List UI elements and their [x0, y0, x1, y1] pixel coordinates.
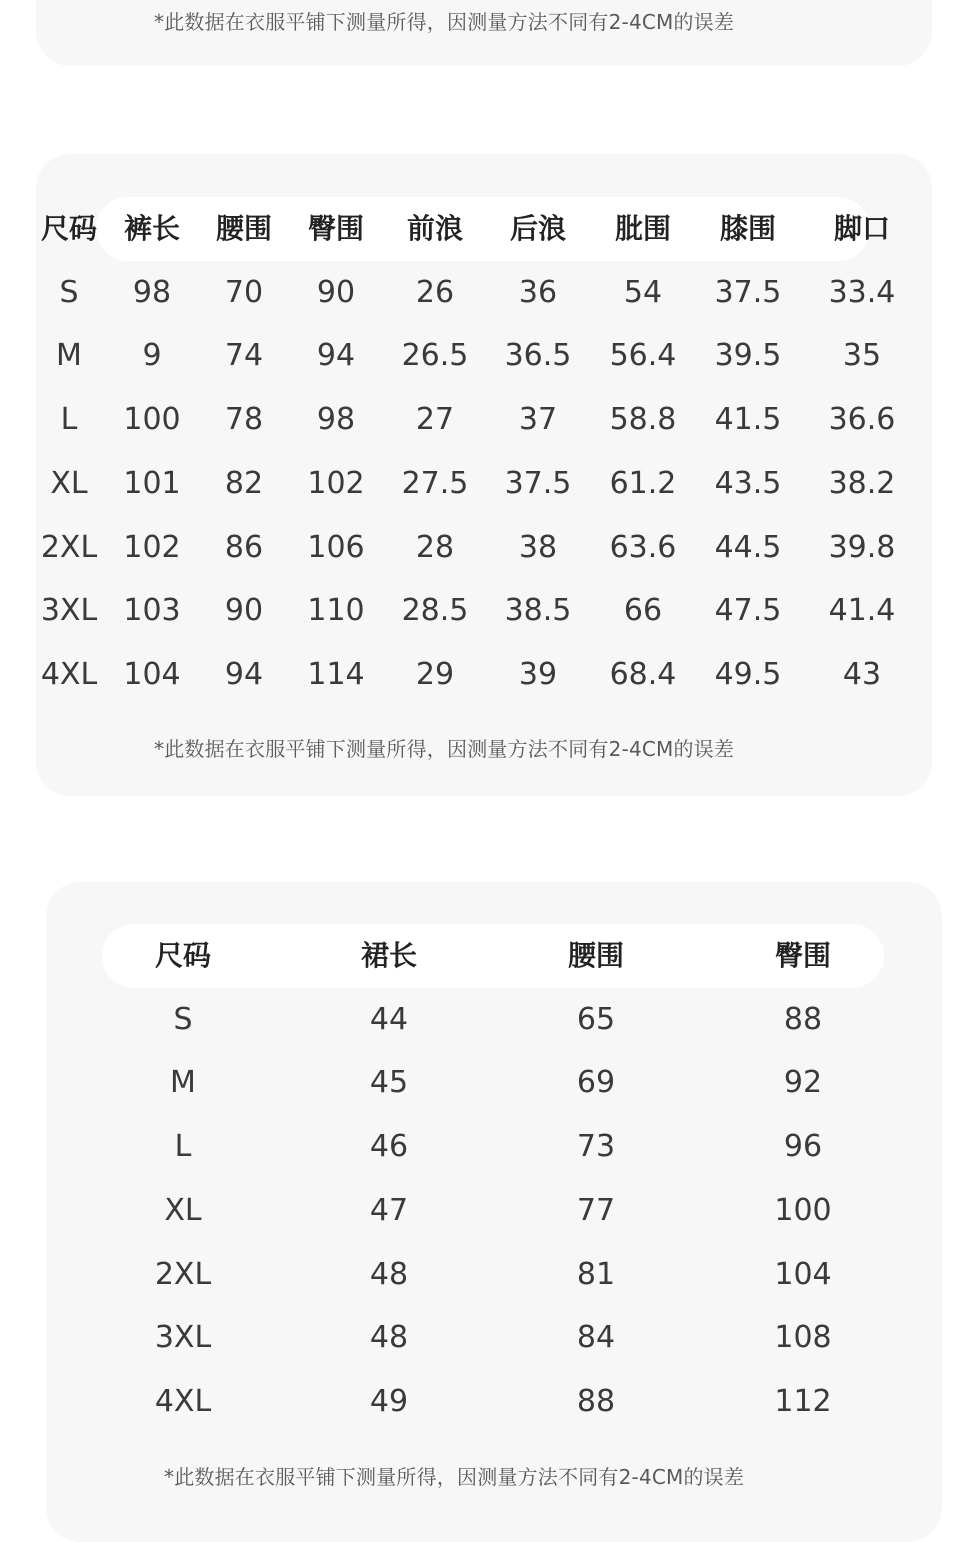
pants-table-cell: 26.5 [401, 338, 469, 374]
pants-table-cell: S [59, 274, 79, 310]
skirt-table-cell: 96 [783, 1129, 823, 1165]
pants-table-cell: 27.5 [401, 465, 469, 501]
pants-table-cell: 35 [842, 338, 882, 374]
pants-table-cell: 41.5 [714, 402, 782, 438]
pants-table-cell: 110 [307, 593, 365, 629]
pants-table-cell: 86 [224, 529, 264, 565]
skirt-table-cell: 2XL [154, 1256, 212, 1292]
pants-table-cell: 39 [518, 656, 558, 692]
pants-header-length: 裤长 [123, 212, 180, 245]
pants-header-back-rise: 后浪 [509, 212, 566, 245]
skirt-table-cell: 69 [576, 1065, 616, 1101]
skirt-header-waist: 腰围 [567, 939, 624, 972]
pants-table-cell: 41.4 [828, 593, 896, 629]
pants-header-hip: 臀围 [307, 212, 364, 245]
pants-table-cell: 2XL [40, 529, 98, 565]
pants-table-cell: 104 [123, 656, 181, 692]
pants-table-cell: 26 [415, 274, 455, 310]
skirt-table-cell: 73 [576, 1129, 616, 1165]
pants-table-cell: 28 [415, 529, 455, 565]
pants-table-cell: 114 [307, 656, 365, 692]
skirt-table-cell: 84 [576, 1320, 616, 1356]
pants-table-cell: 70 [224, 274, 264, 310]
pants-table-cell: 36.5 [504, 338, 572, 374]
skirt-table-cell: M [170, 1065, 196, 1101]
skirt-table-cell: 47 [369, 1192, 409, 1228]
skirt-table-cell: 81 [576, 1256, 616, 1292]
pants-table-cell: 94 [224, 656, 264, 692]
pants-table-cell: 74 [224, 338, 264, 374]
disclaimer-note-skirt: *此数据在衣服平铺下测量所得，因测量方法不同有2-4CM的误差 [164, 1465, 745, 1489]
pants-table-cell: 78 [224, 402, 264, 438]
pants-table-cell: 56.4 [609, 338, 677, 374]
pants-table-cell: 49.5 [714, 656, 782, 692]
skirt-table-cell: 49 [369, 1383, 409, 1419]
skirt-table-cell: S [173, 1001, 193, 1037]
pants-table-cell: 101 [123, 465, 181, 501]
disclaimer-note-pants: *此数据在衣服平铺下测量所得，因测量方法不同有2-4CM的误差 [154, 737, 735, 761]
pants-header-hem: 脚口 [833, 212, 890, 245]
pants-header-size: 尺码 [40, 212, 97, 245]
pants-table-cell: 98 [316, 402, 356, 438]
skirt-table-cell: 112 [774, 1383, 832, 1419]
pants-table-cell: 38.2 [828, 465, 896, 501]
pants-table-cell: 33.4 [828, 274, 896, 310]
pants-table-cell: 90 [224, 593, 264, 629]
skirt-table-cell: 92 [783, 1065, 823, 1101]
skirt-header-size: 尺码 [154, 939, 211, 972]
pants-table-cell: 61.2 [609, 465, 677, 501]
pants-table-cell: 29 [415, 656, 455, 692]
skirt-table-cell: 4XL [154, 1383, 212, 1419]
pants-table-cell: 4XL [40, 656, 98, 692]
skirt-table-cell: 88 [783, 1001, 823, 1037]
pants-table-cell: 68.4 [609, 656, 677, 692]
pants-table-cell: 54 [623, 274, 663, 310]
skirt-table-cell: 3XL [154, 1320, 212, 1356]
pants-table-cell: 43.5 [714, 465, 782, 501]
pants-table-cell: 66 [623, 593, 663, 629]
pants-table-cell: XL [50, 465, 88, 501]
skirt-table-cell: L [174, 1129, 192, 1165]
pants-table-cell: 9 [142, 338, 162, 374]
skirt-table-cell: 46 [369, 1129, 409, 1165]
skirt-header-length: 裙长 [360, 939, 417, 972]
skirt-header-hip: 臀围 [774, 939, 831, 972]
pants-table-cell: 90 [316, 274, 356, 310]
skirt-table-cell: 88 [576, 1383, 616, 1419]
pants-table-cell: 106 [307, 529, 365, 565]
pants-table-cell: 38 [518, 529, 558, 565]
skirt-table-cell: 45 [369, 1065, 409, 1101]
pants-table-cell: 27 [415, 402, 455, 438]
pants-table-cell: 98 [132, 274, 172, 310]
skirt-table-cell: 44 [369, 1001, 409, 1037]
pants-table-cell: 39.5 [714, 338, 782, 374]
pants-table-cell: 28.5 [401, 593, 469, 629]
pants-table-cell: M [56, 338, 82, 374]
pants-table-cell: 63.6 [609, 529, 677, 565]
pants-table-cell: 44.5 [714, 529, 782, 565]
pants-table-cell: 94 [316, 338, 356, 374]
skirt-table-cell: 104 [774, 1256, 832, 1292]
pants-table-cell: 47.5 [714, 593, 782, 629]
skirt-table-cell: XL [164, 1192, 202, 1228]
pants-table-cell: 37 [518, 402, 558, 438]
pants-table-cell: 58.8 [609, 402, 677, 438]
pants-table-cell: L [60, 402, 78, 438]
pants-table-cell: 36 [518, 274, 558, 310]
skirt-table-cell: 48 [369, 1320, 409, 1356]
pants-table-cell: 37.5 [504, 465, 572, 501]
pants-table-cell: 3XL [40, 593, 98, 629]
skirt-table-cell: 65 [576, 1001, 616, 1037]
skirt-table-cell: 108 [774, 1320, 832, 1356]
pants-table-cell: 82 [224, 465, 264, 501]
pants-header-knee: 膝围 [719, 212, 776, 245]
skirt-table-cell: 100 [774, 1192, 832, 1228]
pants-table-cell: 102 [123, 529, 181, 565]
pants-header-front-rise: 前浪 [406, 212, 463, 245]
pants-header-thigh: 肶围 [614, 212, 671, 245]
pants-table-cell: 38.5 [504, 593, 572, 629]
pants-table-cell: 39.8 [828, 529, 896, 565]
skirt-table-cell: 48 [369, 1256, 409, 1292]
skirt-table-cell: 77 [576, 1192, 616, 1228]
disclaimer-note-top: *此数据在衣服平铺下测量所得，因测量方法不同有2-4CM的误差 [154, 10, 735, 34]
pants-table-cell: 100 [123, 402, 181, 438]
pants-table-cell: 36.6 [828, 402, 896, 438]
pants-header-waist: 腰围 [215, 212, 272, 245]
pants-table-cell: 103 [123, 593, 181, 629]
pants-table-cell: 37.5 [714, 274, 782, 310]
pants-table-cell: 43 [842, 656, 882, 692]
pants-table-cell: 102 [307, 465, 365, 501]
